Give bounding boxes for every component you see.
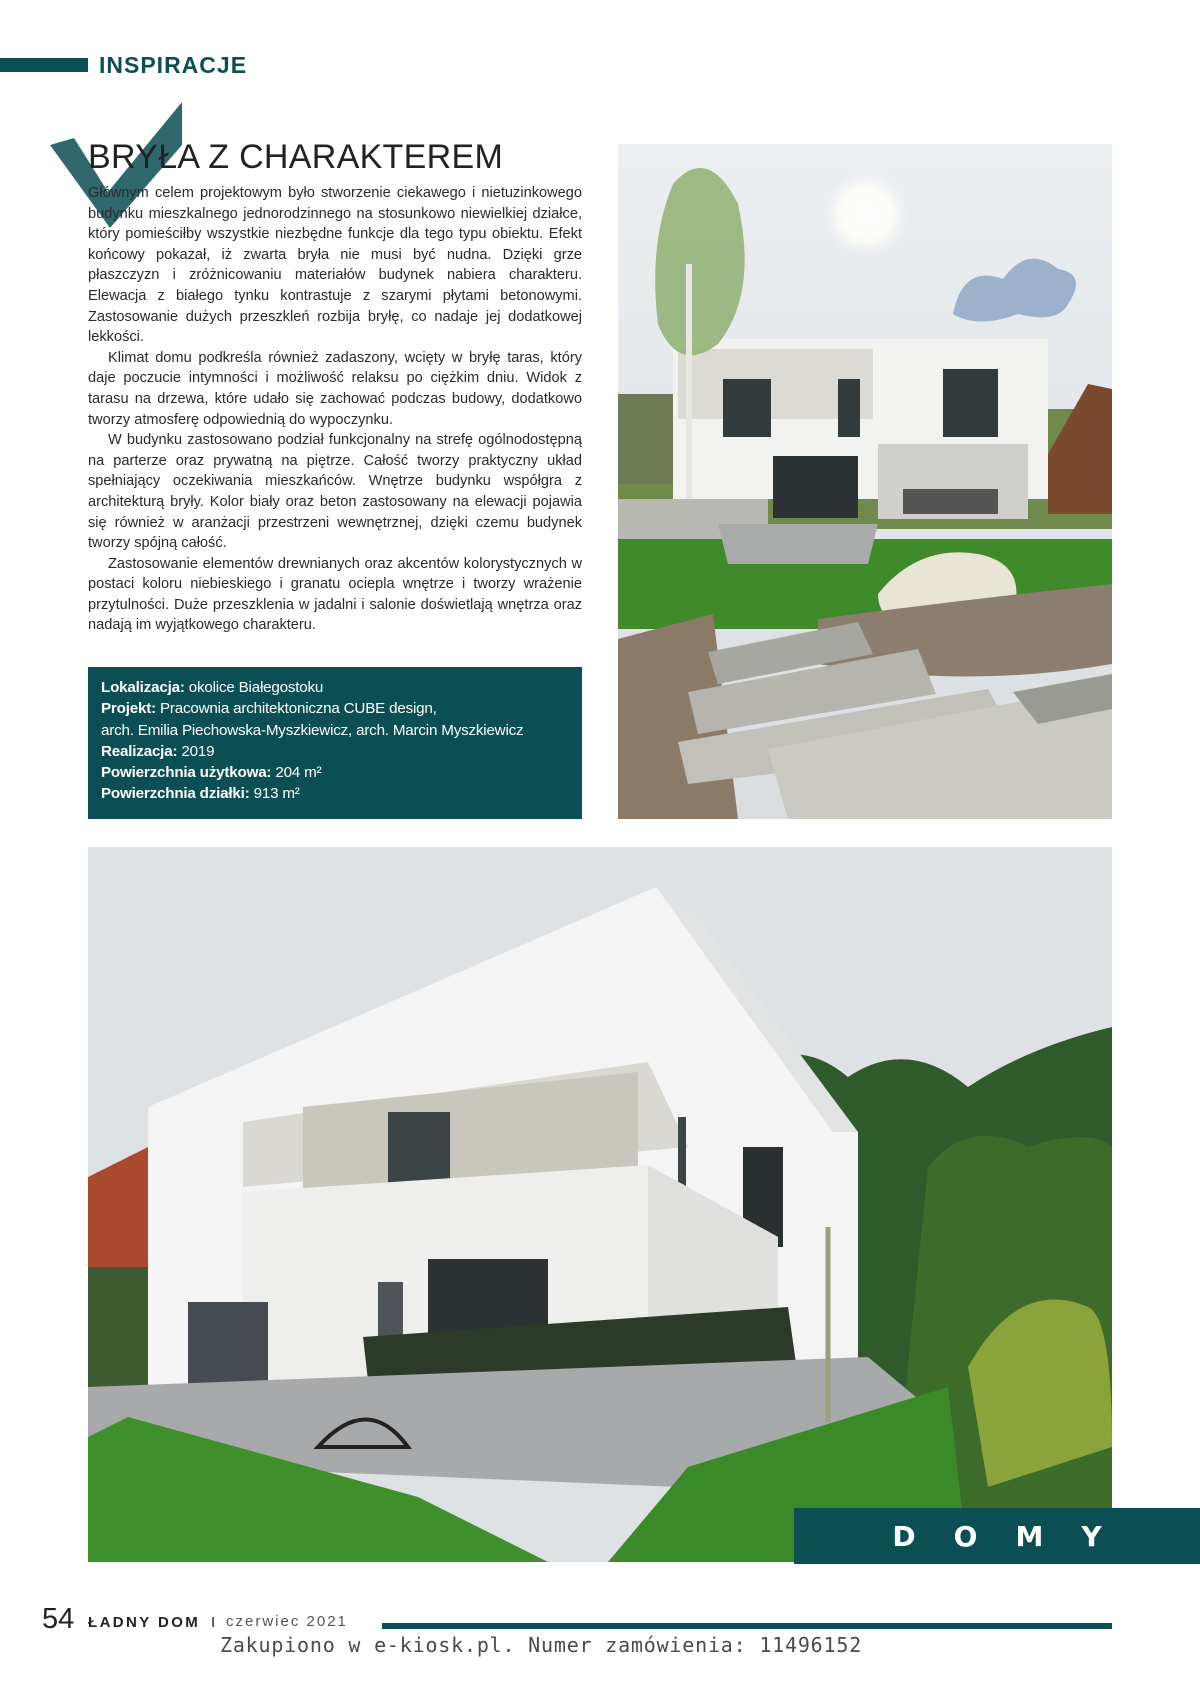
house-front-photo [88,847,1112,1562]
house-garden-photo [618,144,1112,819]
issue-date: czerwiec 2021 [226,1613,348,1630]
article-paragraph: Klimat domu podkreśla również zadaszony, wcięty w bryłę taras, który daje poczucie intymności i możliwość relaksu po ciężkim dniu. Widok z tarasu na drzewa, które udało się zachować podczas budowy, dodatkowo tworzy atmosferę odpowiednią do wypoczynku. [88,349,582,428]
magazine-name: ŁADNY DOM [88,1614,201,1631]
project-info-box [88,667,582,819]
info-location: Lokalizacja: okolice Białegostoku [101,679,324,696]
article-paragraph: Zastosowanie elementów drewnianych oraz akcentów kolorystycznych w postaci koloru niebieskiego i granatu ociepla wnętrze i tworzy wrażenie przytulności. Duże przeszklenia w jadalni i salonie doświetlają wnętrza oraz nadają im wyjątkowego charakteru. [88,555,582,634]
page-number: 54 [42,1603,75,1635]
article-paragraph: W budynku zastosowano podział funkcjonalny na strefę ogólnodostępną na parterze oraz prywatną na piętrze. Całość tworzy praktyczny układ spełniający oczekiwania mieszkańców. Wnętrze budynku współgra z architekturą bryły. Kolor biały oraz beton zastosowany na elewacji pojawia się również w aranżacji przestrzeni wewnętrznej, dzięki czemu budynek tworzy spójną całość. [88,432,582,552]
category-tag-label: DOMY [892,1519,1140,1553]
footer-separator: I [211,1614,216,1631]
info-plot-area: Powierzchnia działki: 913 m² [101,785,300,803]
info-architects: arch. Emilia Piechowska-Myszkiewicz, arch. Marcin Myszkiewicz [101,721,524,739]
article-paragraph: Głównym celem projektowym było stworzenie ciekawego i nietuzinkowego budynku mieszkalnego jednorodzinnego na stosunkowo niewielkiej działce, który pomieściłby wszystkie niezbędne funkcje dla tego typu obiektu. Efekt końcowy pokazał, iż zwarta bryła nie musi być nudna. Dzięki grze płaszczyzn i zróżnicowaniu materiałów budynek nabiera charakteru. Elewacja z białego tynku kontrastuje z szarymi płytami betonowymi. Zastosowanie dużych przeszkleń rozbija bryłę, co nadaje jej dodatkowej lekkości. [88,185,582,346]
article-title: BRYŁA Z CHARAKTEREM [88,138,504,176]
purchase-watermark: Zakupiono w e-kiosk.pl. Numer zamówienia: 11496152 [220,1633,863,1657]
info-realization: Realizacja: 2019 [101,742,215,760]
info-project: Projekt: Pracownia architektoniczna CUBE design, [101,700,437,718]
section-label: INSPIRACJE [99,52,248,78]
info-usable-area: Powierzchnia użytkowa: 204 m² [101,764,322,782]
footer-rule [382,1623,1112,1629]
section-accent-bar [0,58,88,72]
article-body [88,183,582,636]
category-tag [794,1508,1200,1564]
